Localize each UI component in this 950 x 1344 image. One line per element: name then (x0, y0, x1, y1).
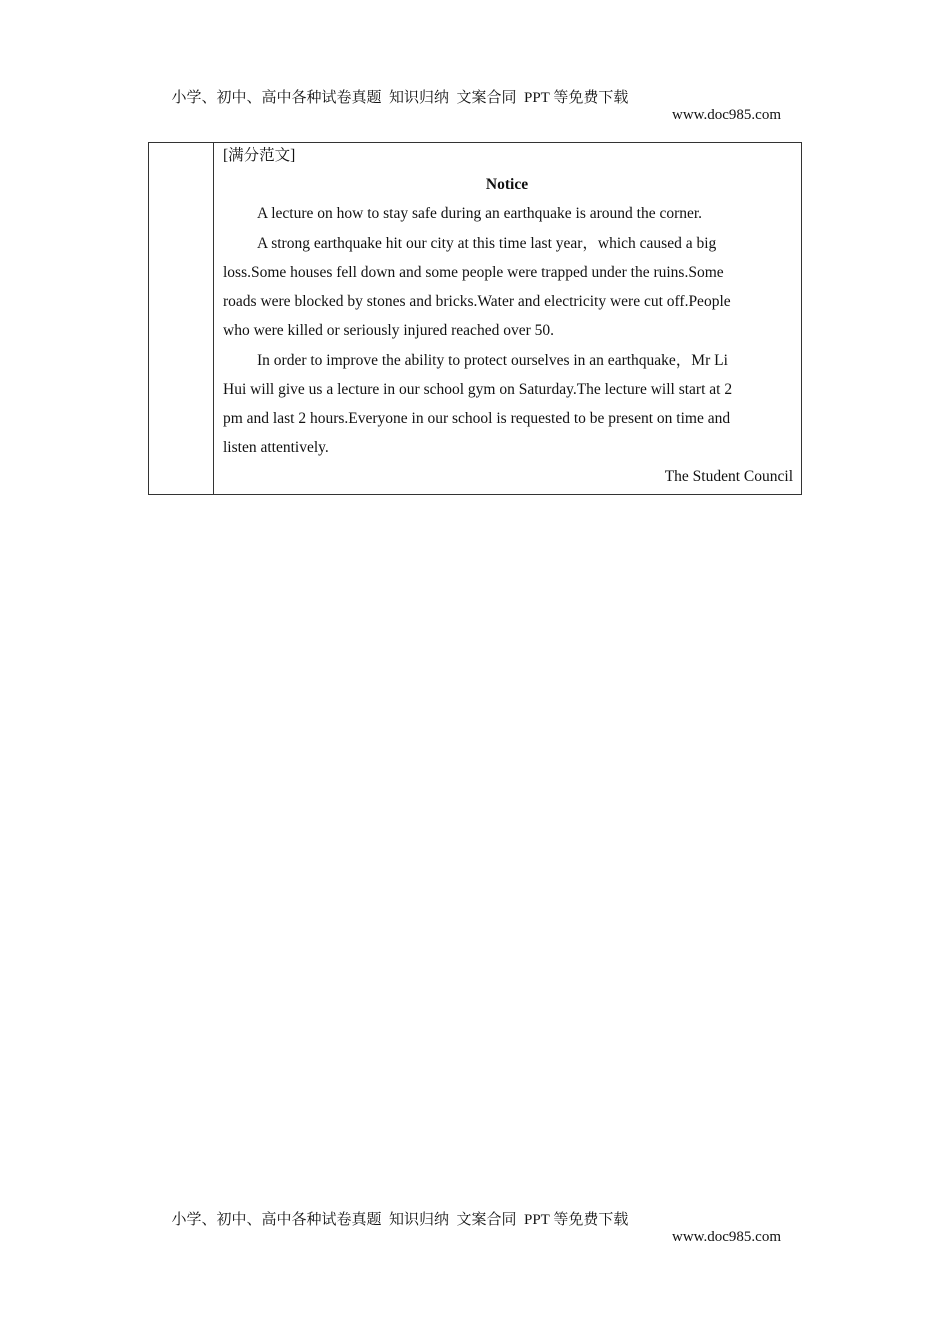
essay-table (148, 142, 802, 495)
notice-title: Notice (485, 176, 529, 193)
essay-line: pm and last 2 hours.Everyone in our school is requested to be present on time and (223, 410, 731, 427)
essay-line: loss.Some houses fell down and some people were trapped under the ruins.Some (223, 264, 724, 281)
essay-line: A lecture on how to stay safe during an earthquake is around the corner. (257, 205, 703, 222)
header-text: 小学、初中、高中各种试卷真题 知识归纳 文案合同 PPT 等免费下载 (171, 90, 629, 106)
footer-url: www.doc985.com (672, 1229, 782, 1245)
header-url: www.doc985.com (672, 107, 782, 123)
model-essay-label: [满分范文] (223, 147, 296, 164)
footer-text: 小学、初中、高中各种试卷真题 知识归纳 文案合同 PPT 等免费下载 (171, 1212, 629, 1228)
page-header (164, 69, 794, 124)
essay-line: listen attentively. (223, 439, 329, 456)
page-footer (164, 1191, 794, 1246)
essay-line: roads were blocked by stones and bricks.Water and electricity were cut off.People (223, 293, 731, 310)
essay-line: who were killed or seriously injured reached over 50. (223, 322, 554, 339)
essay-line: In order to improve the ability to protect ourselves in an earthquake，Mr Li (257, 352, 728, 369)
signature: The Student Council (664, 468, 793, 485)
column-divider (213, 143, 214, 494)
essay-line: A strong earthquake hit our city at this time last year，which caused a big (257, 235, 717, 252)
essay-line: Hui will give us a lecture in our school gym on Saturday.The lecture will start at 2 (223, 381, 733, 398)
